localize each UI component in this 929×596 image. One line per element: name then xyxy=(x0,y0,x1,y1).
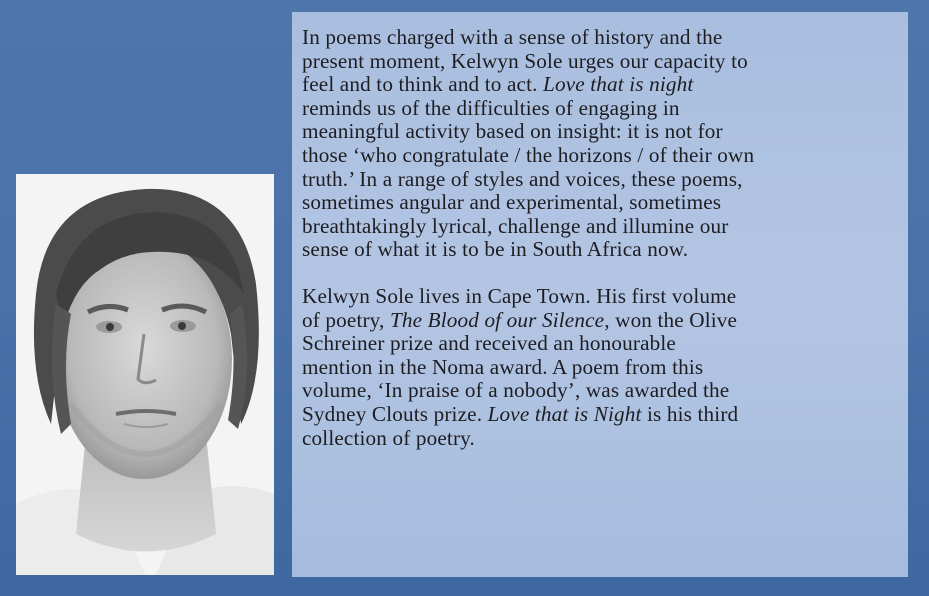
text-run: mention in the Noma award. A poem from this xyxy=(302,354,704,379)
blurb-paragraph-1 xyxy=(302,26,898,262)
italic-title: Love that is night xyxy=(543,72,694,97)
text-line xyxy=(302,403,898,427)
text-run: truth.’ In a range of styles and voices, these poems, xyxy=(302,166,743,191)
text-line xyxy=(302,379,898,403)
author-photo xyxy=(16,174,274,575)
text-run: present moment, Kelwyn Sole urges our capacity to xyxy=(302,48,748,73)
text-run: sometimes angular and experimental, sometimes xyxy=(302,190,722,215)
blurb-text xyxy=(302,26,898,450)
text-line xyxy=(302,309,898,333)
italic-title: The Blood of our Silence xyxy=(389,307,605,332)
blurb-paragraph-2 xyxy=(302,285,898,450)
text-line xyxy=(302,73,898,97)
author-portrait-image xyxy=(16,174,274,575)
text-line xyxy=(302,332,898,356)
text-line xyxy=(302,144,898,168)
text-line xyxy=(302,97,898,121)
text-run: meaningful activity based on insight: it is not for xyxy=(302,119,723,144)
italic-title: Love that is Night xyxy=(487,401,642,426)
text-line xyxy=(302,427,898,451)
text-line xyxy=(302,356,898,380)
text-run: Sydney Clouts prize. xyxy=(302,401,488,426)
text-run: feel and to think and to act. xyxy=(302,72,544,97)
text-run: reminds us of the difficulties of engaging in xyxy=(302,95,680,120)
text-line xyxy=(302,26,898,50)
text-line xyxy=(302,120,898,144)
text-run: of poetry, xyxy=(302,307,390,332)
text-run: Schreiner prize and received an honourable xyxy=(302,331,676,356)
blurb-panel xyxy=(292,12,908,577)
text-line xyxy=(302,168,898,192)
text-run: breathtakingly lyrical, challenge and illumine our xyxy=(302,213,729,238)
text-run: collection of poetry. xyxy=(302,425,475,450)
text-line xyxy=(302,191,898,215)
text-run: , won the Olive xyxy=(604,307,738,332)
text-run: those ‘who congratulate / the horizons / of their own xyxy=(302,142,755,167)
text-line xyxy=(302,285,898,309)
text-line xyxy=(302,215,898,239)
text-run: In poems charged with a sense of history and the xyxy=(302,25,723,49)
text-run: is his third xyxy=(641,401,739,426)
text-line xyxy=(302,238,898,262)
text-run: volume, ‘In praise of a nobody’, was awarded the xyxy=(302,378,730,403)
text-line xyxy=(302,50,898,74)
text-run: sense of what it is to be in South Africa now. xyxy=(302,237,689,262)
text-run: Kelwyn Sole lives in Cape Town. His first volume xyxy=(302,283,737,308)
